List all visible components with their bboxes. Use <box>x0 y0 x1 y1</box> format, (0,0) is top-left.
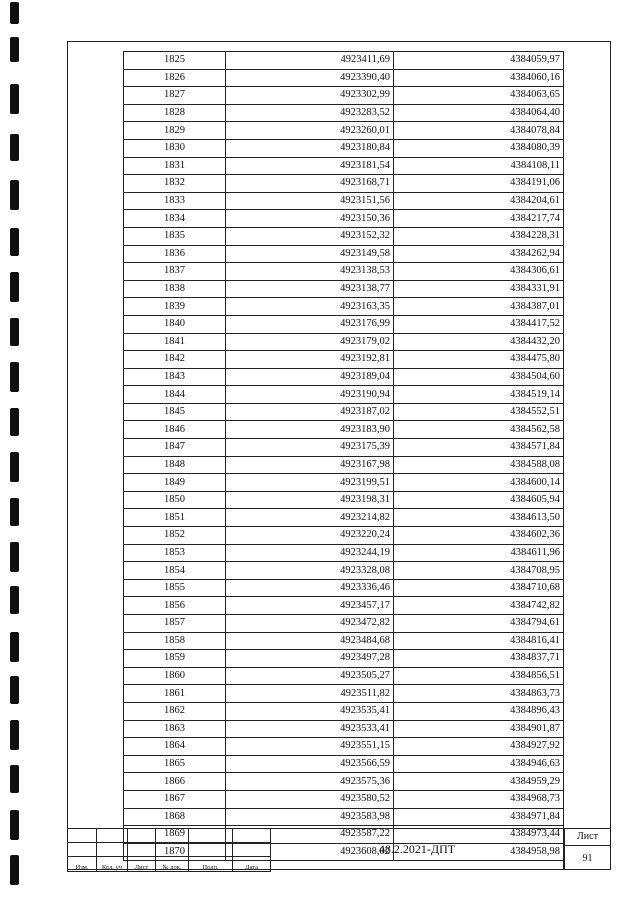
point-number-cell: 1839 <box>124 298 226 316</box>
revision-cell <box>156 829 189 843</box>
table-row <box>124 157 564 175</box>
y-coordinate-cell: 4384896,43 <box>394 702 564 720</box>
point-number-cell: 1827 <box>124 87 226 105</box>
point-number-cell: 1840 <box>124 315 226 333</box>
y-coordinate-cell: 4384204,61 <box>394 192 564 210</box>
x-coordinate-cell: 4923179,02 <box>226 333 394 351</box>
table-row <box>124 456 564 474</box>
point-number-cell: 1866 <box>124 773 226 791</box>
point-number-cell: 1851 <box>124 509 226 527</box>
table-row <box>124 421 564 439</box>
point-number-cell: 1844 <box>124 386 226 404</box>
point-number-cell: 1841 <box>124 333 226 351</box>
point-number-cell: 1869 <box>124 826 226 844</box>
x-coordinate-cell: 4923535,41 <box>226 702 394 720</box>
x-coordinate-cell: 4923411,69 <box>226 52 394 70</box>
y-coordinate-cell: 4384927,92 <box>394 738 564 756</box>
y-coordinate-cell: 4384742,82 <box>394 597 564 615</box>
binding-mark <box>10 542 19 572</box>
binding-mark <box>10 2 19 24</box>
binding-mark <box>10 810 19 840</box>
point-number-cell: 1842 <box>124 351 226 369</box>
x-coordinate-cell: 4923189,04 <box>226 368 394 386</box>
x-coordinate-cell: 4923176,99 <box>226 315 394 333</box>
table-row <box>124 615 564 633</box>
point-number-cell: 1826 <box>124 69 226 87</box>
point-number-cell: 1830 <box>124 139 226 157</box>
table-row <box>124 562 564 580</box>
table-row <box>124 632 564 650</box>
point-number-cell: 1855 <box>124 579 226 597</box>
table-row <box>124 139 564 157</box>
table-row <box>124 579 564 597</box>
x-coordinate-cell: 4923150,36 <box>226 210 394 228</box>
point-number-cell: 1868 <box>124 808 226 826</box>
revision-cell <box>97 843 128 857</box>
table-row <box>124 544 564 562</box>
label-signature: Подп. <box>189 857 233 872</box>
x-coordinate-cell: 4923497,28 <box>226 650 394 668</box>
x-coordinate-cell: 4923152,32 <box>226 227 394 245</box>
binding-mark <box>10 318 19 346</box>
y-coordinate-cell: 4384331,91 <box>394 280 564 298</box>
table-row <box>124 702 564 720</box>
x-coordinate-cell: 4923260,01 <box>226 122 394 140</box>
table-row <box>124 298 564 316</box>
x-coordinate-cell: 4923336,46 <box>226 579 394 597</box>
table-row <box>124 87 564 105</box>
y-coordinate-cell: 4384901,87 <box>394 720 564 738</box>
y-coordinate-cell: 4384078,84 <box>394 122 564 140</box>
binding-mark <box>10 134 19 161</box>
x-coordinate-cell: 4923302,99 <box>226 87 394 105</box>
point-number-cell: 1856 <box>124 597 226 615</box>
table-row <box>124 351 564 369</box>
x-coordinate-cell: 4923138,77 <box>226 280 394 298</box>
y-coordinate-cell: 4384417,52 <box>394 315 564 333</box>
revision-cell <box>156 843 189 857</box>
binding-mark <box>10 676 19 704</box>
x-coordinate-cell: 4923390,40 <box>226 69 394 87</box>
y-coordinate-cell: 4384973,44 <box>394 826 564 844</box>
revision-grid <box>67 828 271 872</box>
y-coordinate-cell: 4384816,41 <box>394 632 564 650</box>
revision-cell <box>233 829 271 843</box>
point-number-cell: 1831 <box>124 157 226 175</box>
binding-mark <box>10 632 19 662</box>
point-number-cell: 1870 <box>124 843 226 861</box>
y-coordinate-cell: 4384306,61 <box>394 263 564 281</box>
y-coordinate-cell: 4384605,94 <box>394 491 564 509</box>
y-coordinate-cell: 4384863,73 <box>394 685 564 703</box>
table-row <box>124 685 564 703</box>
y-coordinate-cell: 4384856,51 <box>394 667 564 685</box>
y-coordinate-cell: 4384958,98 <box>394 843 564 861</box>
x-coordinate-cell: 4923511,82 <box>226 685 394 703</box>
table-row <box>124 386 564 404</box>
x-coordinate-cell: 4923181,54 <box>226 157 394 175</box>
x-coordinate-cell: 4923180,84 <box>226 139 394 157</box>
y-coordinate-cell: 4384475,80 <box>394 351 564 369</box>
label-date: Дата <box>233 857 271 872</box>
point-number-cell: 1834 <box>124 210 226 228</box>
table-row <box>124 773 564 791</box>
binding-mark <box>10 765 19 793</box>
document-code: 48.2.2021-ДПТ <box>270 828 564 870</box>
point-number-cell: 1847 <box>124 439 226 457</box>
y-coordinate-cell: 4384613,50 <box>394 509 564 527</box>
y-coordinate-cell: 4384552,51 <box>394 403 564 421</box>
y-coordinate-cell: 4384060,16 <box>394 69 564 87</box>
y-coordinate-cell: 4384600,14 <box>394 474 564 492</box>
point-number-cell: 1852 <box>124 527 226 545</box>
y-coordinate-cell: 4384504,60 <box>394 368 564 386</box>
table-row <box>124 263 564 281</box>
binding-mark <box>10 408 19 436</box>
point-number-cell: 1865 <box>124 755 226 773</box>
table-row <box>124 720 564 738</box>
table-row <box>124 738 564 756</box>
y-coordinate-cell: 4384708,95 <box>394 562 564 580</box>
table-row <box>124 227 564 245</box>
x-coordinate-cell: 4923168,71 <box>226 175 394 193</box>
x-coordinate-cell: 4923138,53 <box>226 263 394 281</box>
binding-mark <box>10 37 19 62</box>
table-row <box>124 790 564 808</box>
point-number-cell: 1836 <box>124 245 226 263</box>
table-row <box>124 474 564 492</box>
point-number-cell: 1862 <box>124 702 226 720</box>
y-coordinate-cell: 4384108,11 <box>394 157 564 175</box>
x-coordinate-cell: 4923283,52 <box>226 104 394 122</box>
y-coordinate-cell: 4384228,31 <box>394 227 564 245</box>
table-row <box>124 315 564 333</box>
y-coordinate-cell: 4384837,71 <box>394 650 564 668</box>
y-coordinate-cell: 4384946,63 <box>394 755 564 773</box>
point-number-cell: 1854 <box>124 562 226 580</box>
x-coordinate-cell: 4923175,39 <box>226 439 394 457</box>
x-coordinate-cell: 4923244,19 <box>226 544 394 562</box>
y-coordinate-cell: 4384710,68 <box>394 579 564 597</box>
x-coordinate-cell: 4923187,02 <box>226 403 394 421</box>
x-coordinate-cell: 4923608,02 <box>226 843 394 861</box>
binding-mark <box>10 586 19 614</box>
table-row <box>124 52 564 70</box>
point-number-cell: 1861 <box>124 685 226 703</box>
point-number-cell: 1864 <box>124 738 226 756</box>
point-number-cell: 1825 <box>124 52 226 70</box>
x-coordinate-cell: 4923183,90 <box>226 421 394 439</box>
x-coordinate-cell: 4923149,58 <box>226 245 394 263</box>
y-coordinate-cell: 4384971,84 <box>394 808 564 826</box>
table-row <box>124 527 564 545</box>
point-number-cell: 1867 <box>124 790 226 808</box>
y-coordinate-cell: 4384571,84 <box>394 439 564 457</box>
table-row <box>124 509 564 527</box>
point-number-cell: 1848 <box>124 456 226 474</box>
point-number-cell: 1829 <box>124 122 226 140</box>
x-coordinate-cell: 4923587,22 <box>226 826 394 844</box>
revision-cell <box>68 843 97 857</box>
sheet-number: 91 <box>582 853 593 864</box>
binding-mark <box>10 84 19 114</box>
point-number-cell: 1853 <box>124 544 226 562</box>
sheet-box <box>564 828 611 870</box>
x-coordinate-cell: 4923566,59 <box>226 755 394 773</box>
x-coordinate-cell: 4923214,82 <box>226 509 394 527</box>
table-row <box>124 192 564 210</box>
table-row <box>124 122 564 140</box>
y-coordinate-cell: 4384262,94 <box>394 245 564 263</box>
binding-holes <box>0 0 30 905</box>
x-coordinate-cell: 4923533,41 <box>226 720 394 738</box>
label-kol-uch: Кол. уч <box>97 857 128 872</box>
binding-mark <box>10 362 19 392</box>
label-doc-number: № док. <box>156 857 189 872</box>
x-coordinate-cell: 4923551,15 <box>226 738 394 756</box>
y-coordinate-cell: 4384217,74 <box>394 210 564 228</box>
point-number-cell: 1845 <box>124 403 226 421</box>
revision-cell <box>97 829 128 843</box>
binding-mark <box>10 855 19 885</box>
point-number-cell: 1828 <box>124 104 226 122</box>
binding-mark <box>10 452 19 482</box>
y-coordinate-cell: 4384968,73 <box>394 790 564 808</box>
y-coordinate-cell: 4384562,58 <box>394 421 564 439</box>
x-coordinate-cell: 4923457,17 <box>226 597 394 615</box>
x-coordinate-cell: 4923328,08 <box>226 562 394 580</box>
point-number-cell: 1838 <box>124 280 226 298</box>
table-row <box>124 104 564 122</box>
y-coordinate-cell: 4384794,61 <box>394 615 564 633</box>
revision-cell <box>128 829 156 843</box>
revision-cell <box>189 843 233 857</box>
x-coordinate-cell: 4923163,35 <box>226 298 394 316</box>
table-row <box>124 368 564 386</box>
binding-mark <box>10 498 19 526</box>
point-number-cell: 1858 <box>124 632 226 650</box>
x-coordinate-cell: 4923167,98 <box>226 456 394 474</box>
binding-mark <box>10 228 19 256</box>
y-coordinate-cell: 4384959,29 <box>394 773 564 791</box>
table-row <box>124 245 564 263</box>
sheet-label: Лист <box>565 829 610 846</box>
title-block <box>67 828 611 870</box>
point-number-cell: 1837 <box>124 263 226 281</box>
table-row <box>124 597 564 615</box>
revision-cell <box>68 829 97 843</box>
revision-cell <box>233 843 271 857</box>
y-coordinate-cell: 4384064,40 <box>394 104 564 122</box>
y-coordinate-cell: 4384611,96 <box>394 544 564 562</box>
binding-mark <box>10 180 19 210</box>
coordinates-table-body <box>124 52 564 861</box>
point-number-cell: 1860 <box>124 667 226 685</box>
y-coordinate-cell: 4384519,14 <box>394 386 564 404</box>
x-coordinate-cell: 4923190,94 <box>226 386 394 404</box>
table-row <box>124 403 564 421</box>
x-coordinate-cell: 4923199,51 <box>226 474 394 492</box>
table-row <box>124 650 564 668</box>
table-row <box>124 667 564 685</box>
point-number-cell: 1849 <box>124 474 226 492</box>
y-coordinate-cell: 4384432,20 <box>394 333 564 351</box>
point-number-cell: 1850 <box>124 491 226 509</box>
table-row <box>124 175 564 193</box>
x-coordinate-cell: 4923575,36 <box>226 773 394 791</box>
x-coordinate-cell: 4923472,82 <box>226 615 394 633</box>
table-row <box>124 333 564 351</box>
point-number-cell: 1835 <box>124 227 226 245</box>
label-list: Лист <box>128 857 156 872</box>
y-coordinate-cell: 4384063,65 <box>394 87 564 105</box>
label-izm: Изм. <box>68 857 97 872</box>
table-row <box>124 280 564 298</box>
point-number-cell: 1863 <box>124 720 226 738</box>
table-row <box>124 808 564 826</box>
y-coordinate-cell: 4384588,08 <box>394 456 564 474</box>
x-coordinate-cell: 4923484,68 <box>226 632 394 650</box>
table-row <box>124 69 564 87</box>
revision-cell <box>128 843 156 857</box>
x-coordinate-cell: 4923220,24 <box>226 527 394 545</box>
y-coordinate-cell: 4384059,97 <box>394 52 564 70</box>
x-coordinate-cell: 4923580,52 <box>226 790 394 808</box>
table-row <box>124 755 564 773</box>
revision-cell <box>189 829 233 843</box>
y-coordinate-cell: 4384080,39 <box>394 139 564 157</box>
table-row <box>124 491 564 509</box>
point-number-cell: 1832 <box>124 175 226 193</box>
point-number-cell: 1833 <box>124 192 226 210</box>
point-number-cell: 1857 <box>124 615 226 633</box>
y-coordinate-cell: 4384387,01 <box>394 298 564 316</box>
x-coordinate-cell: 4923192,81 <box>226 351 394 369</box>
table-row <box>124 439 564 457</box>
x-coordinate-cell: 4923198,31 <box>226 491 394 509</box>
point-number-cell: 1846 <box>124 421 226 439</box>
binding-mark <box>10 272 19 302</box>
y-coordinate-cell: 4384191,06 <box>394 175 564 193</box>
binding-mark <box>10 720 19 750</box>
y-coordinate-cell: 4384602,36 <box>394 527 564 545</box>
x-coordinate-cell: 4923151,56 <box>226 192 394 210</box>
point-number-cell: 1859 <box>124 650 226 668</box>
point-number-cell: 1843 <box>124 368 226 386</box>
coordinates-table <box>123 51 564 861</box>
x-coordinate-cell: 4923583,98 <box>226 808 394 826</box>
table-row <box>124 210 564 228</box>
x-coordinate-cell: 4923505,27 <box>226 667 394 685</box>
